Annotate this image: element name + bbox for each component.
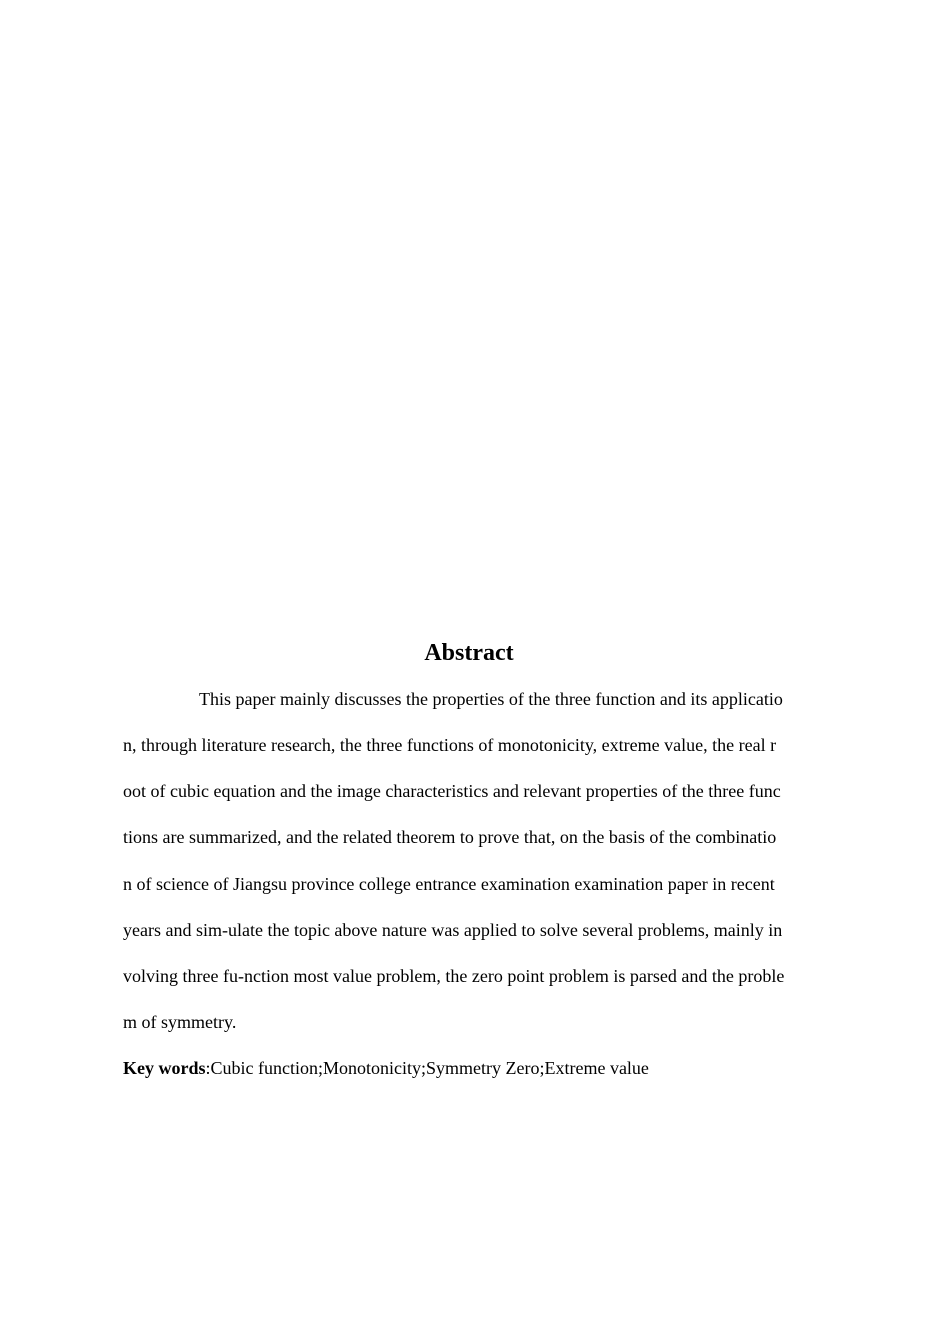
abstract-line: tions are summarized, and the related theorem to prove that, on the basis of the combinatio bbox=[123, 827, 777, 847]
abstract-line: This paper mainly discusses the properties of the three function and its applicatio bbox=[199, 689, 783, 709]
abstract-line: n, through literature research, the three functions of monotonicity, extreme value, the real r bbox=[123, 735, 777, 755]
abstract-line: volving three fu-nction most value problem, the zero point problem is parsed and the proble bbox=[123, 966, 785, 986]
keywords-text: Cubic function;Monotonicity;Symmetry Zero;Extreme value bbox=[210, 1058, 649, 1078]
abstract-line: years and sim-ulate the topic above nature was applied to solve several problems, mainly in bbox=[123, 920, 783, 940]
abstract-title: Abstract bbox=[424, 640, 514, 666]
keywords-line bbox=[123, 1056, 649, 1080]
keywords-separator: : bbox=[205, 1058, 211, 1078]
abstract-line: n of science of Jiangsu province college entrance examination examination paper in recent bbox=[123, 874, 775, 894]
abstract-line: m of symmetry. bbox=[123, 1012, 237, 1032]
abstract-line: oot of cubic equation and the image characteristics and relevant properties of the three func bbox=[123, 781, 781, 801]
keywords-label: Key words bbox=[123, 1058, 206, 1078]
